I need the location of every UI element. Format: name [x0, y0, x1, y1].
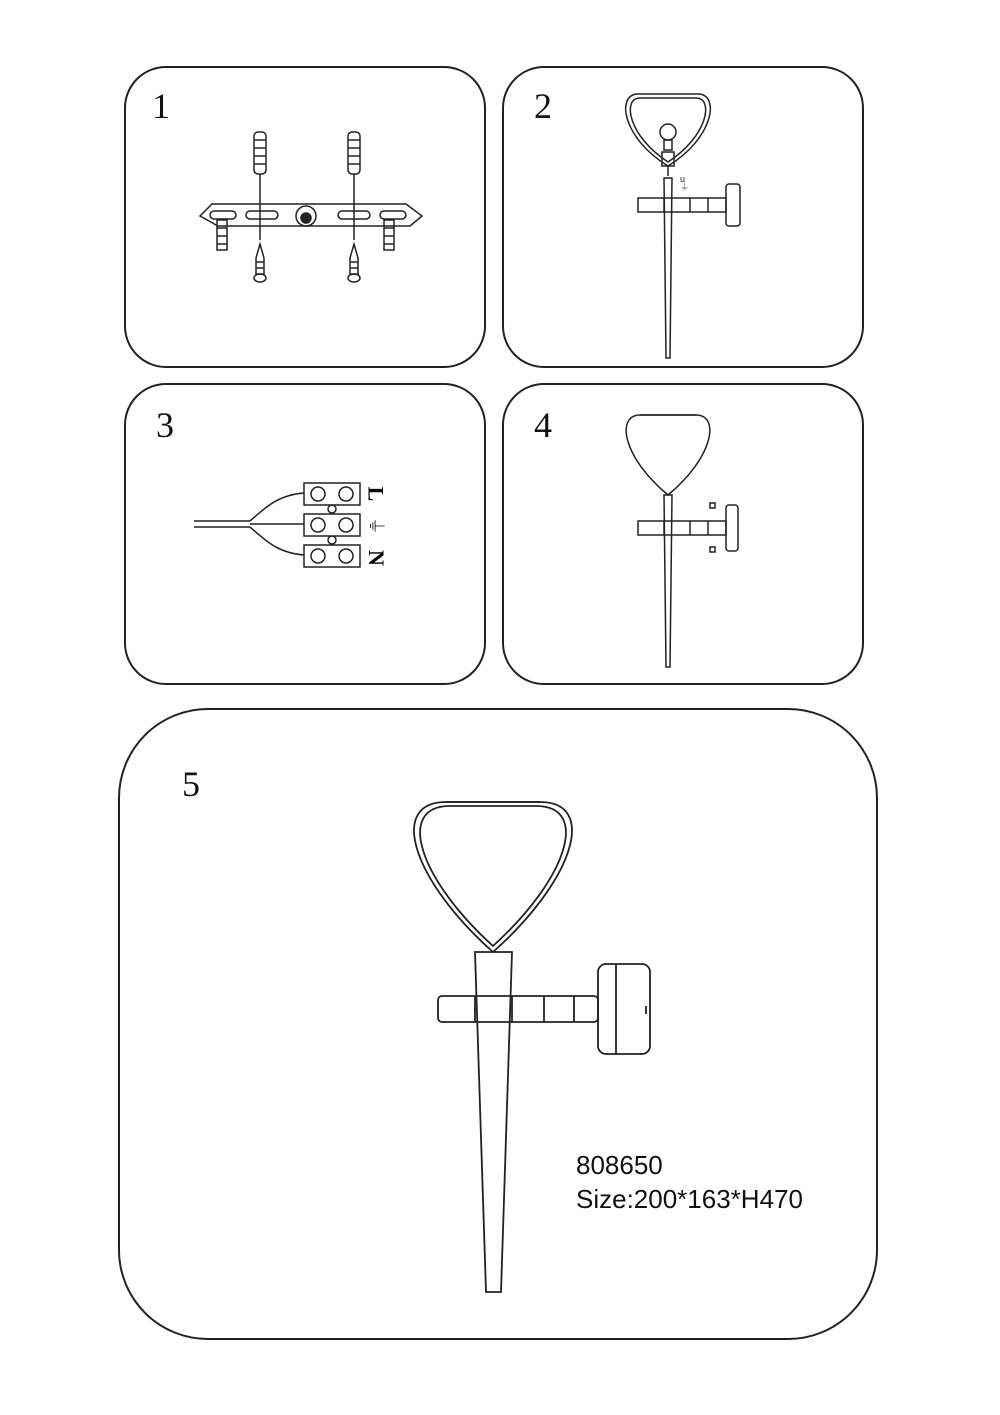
live-label: L — [363, 486, 389, 502]
step-2-panel — [502, 66, 864, 368]
lamp-bulb-illustration — [504, 68, 866, 370]
assembled-lamp-illustration — [504, 385, 866, 687]
product-size: Size:200*163*H470 — [576, 1184, 803, 1214]
terminal-block-illustration — [126, 385, 488, 687]
step-5-panel — [118, 708, 878, 1340]
step-1-panel — [124, 66, 486, 368]
earth-label: ⏚ — [365, 517, 386, 535]
step-number: 5 — [182, 764, 200, 804]
svg-text:u: u — [680, 174, 686, 184]
step-3-panel — [124, 383, 486, 685]
svg-text:⏚: ⏚ — [680, 182, 690, 192]
step-number: 2 — [534, 86, 552, 126]
final-lamp-illustration — [120, 710, 880, 1342]
step-number: 4 — [534, 405, 552, 445]
neutral-label: N — [363, 550, 389, 566]
step-number: 1 — [152, 86, 170, 126]
step-number: 3 — [156, 405, 174, 445]
step-4-panel — [502, 383, 864, 685]
mounting-bracket-illustration — [126, 68, 488, 370]
product-model: 808650 — [576, 1150, 663, 1180]
